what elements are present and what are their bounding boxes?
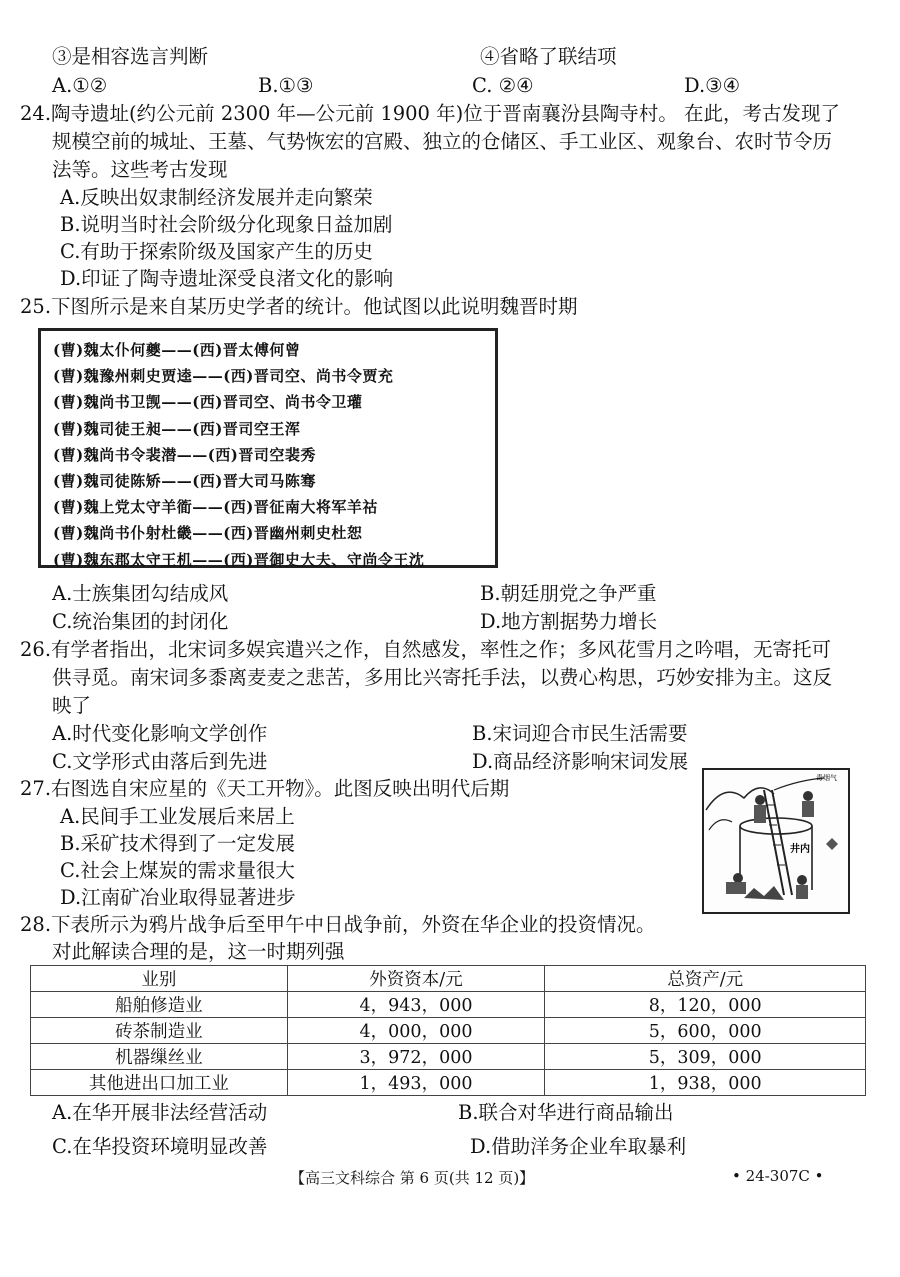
- page-footer: 【高三文科综合 第 6 页(共 12 页)】: [290, 1169, 535, 1187]
- q27-option-c: C.社会上煤炭的需求量很大: [60, 859, 295, 882]
- q25-option-a: A.士族集团勾结成风: [52, 582, 229, 605]
- q25-option-d: D.地方割据势力增长: [480, 610, 658, 633]
- table-cell: 4，000，000: [287, 1018, 545, 1044]
- box-line: (曹)魏上党太守羊衜——(西)晋征南大将军羊祜: [53, 498, 378, 517]
- q27-option-a: A.民间手工业发展后来居上: [60, 805, 295, 828]
- table-cell: 船舶修造业: [31, 992, 288, 1018]
- q25-stem: 25.下图所示是来自某历史学者的统计。他试图以此说明魏晋时期: [20, 295, 578, 318]
- q23-statement-3: ③是相容选言判断: [52, 45, 209, 68]
- exam-code: • 24-307C •: [732, 1167, 824, 1185]
- box-line: (曹)魏东郡太守王机——(西)晋御史大夫、守尚令王沈: [53, 550, 425, 569]
- q24-option-d: D.印证了陶寺遗址深受良渚文化的影响: [60, 267, 394, 290]
- q28-option-c: C.在华投资环境明显改善: [52, 1135, 268, 1158]
- box-line: (曹)魏司徒王昶——(西)晋司空王浑: [53, 419, 301, 438]
- q23-option-b: B.①③: [258, 74, 314, 97]
- box-line: (曹)魏尚书令裴潜——(西)晋司空裴秀: [53, 445, 316, 464]
- investment-table: [30, 965, 866, 1096]
- header-cell: 业别: [31, 966, 288, 992]
- q27-option-b: B.采矿技术得到了一定发展: [60, 832, 296, 855]
- q24-stem-line-3: 法等。这些考古发现: [52, 158, 228, 181]
- q24-option-c: C.有助于探索阶级及国家产生的历史: [60, 240, 373, 263]
- q26-stem-line-1: 26.有学者指出，北宋词多娱宾遣兴之作，自然感发，率性之作；多风花雪月之吟唱，无寄托可: [20, 638, 832, 661]
- box-line: (曹)魏太仆何夔——(西)晋太傅何曾: [53, 341, 301, 359]
- q23-option-a: A.①②: [52, 74, 108, 97]
- table-row: [31, 1044, 866, 1070]
- box-line: (曹)魏司徒陈矫——(西)晋大司马陈骞: [53, 472, 316, 491]
- header-cell: 总资产/元: [545, 966, 866, 992]
- table-header-row: [31, 966, 866, 992]
- fig-label-top: 毒烟气: [816, 774, 837, 782]
- header-cell: 外资资本/元: [287, 966, 545, 992]
- q23-option-d: D.③④: [684, 74, 741, 97]
- q24-option-b: B.说明当时社会阶级分化现象日益加剧: [60, 213, 393, 236]
- table-cell: 3，972，000: [287, 1044, 545, 1070]
- table-row: [31, 1018, 866, 1044]
- q24-stem-line-2: 规模空前的城址、王墓、气势恢宏的宫殿、独立的仓储区、手工业区、观象台、农时节令历: [52, 130, 833, 153]
- q28-option-b: B.联合对华进行商品输出: [458, 1101, 674, 1124]
- q28-stem-line-1: 28.下表所示为鸦片战争后至甲午中日战争前，外资在华企业的投资情况。: [20, 913, 656, 936]
- box-line: (曹)魏尚书卫觊——(西)晋司空、尚书令卫瓘: [53, 393, 363, 412]
- table-cell: 4，943，000: [287, 992, 545, 1018]
- fig-label-well: 井内: [790, 844, 810, 855]
- q25-statistics-box: [38, 328, 498, 568]
- box-line: (曹)魏尚书仆射杜畿——(西)晋幽州刺史杜恕: [53, 524, 363, 543]
- q24-option-a: A.反映出奴隶制经济发展并走向繁荣: [60, 186, 373, 209]
- box-line: (曹)魏豫州刺史贾逵——(西)晋司空、尚书令贾充: [53, 367, 394, 386]
- table-cell: 1，493，000: [287, 1070, 545, 1096]
- q26-option-d: D.商品经济影响宋词发展: [472, 750, 689, 773]
- mining-illustration: [702, 768, 850, 914]
- q23-statement-4: ④省略了联结项: [480, 45, 617, 68]
- table-cell: 8，120，000: [545, 992, 866, 1018]
- q26-stem-line-2: 供寻觅。南宋词多黍离麦麦之悲苦，多用比兴寄托手法，以费心构思，巧妙安排为主。这反: [52, 666, 833, 689]
- table-cell: 1，938，000: [545, 1070, 866, 1096]
- q28-option-a: A.在华开展非法经营活动: [52, 1101, 268, 1124]
- table-row: [31, 992, 866, 1018]
- q25-option-c: C.统治集团的封闭化: [52, 610, 229, 633]
- table-cell: 5，600，000: [545, 1018, 866, 1044]
- q28-option-d: D.借助洋务企业牟取暴利: [470, 1135, 687, 1158]
- table-cell: 机器缫丝业: [31, 1044, 288, 1070]
- table-row: [31, 1070, 866, 1096]
- q25-option-b: B.朝廷朋党之争严重: [480, 582, 657, 605]
- q28-stem-line-2: 对此解读合理的是，这一时期列强: [52, 940, 345, 963]
- q24-stem-line-1: 24.陶寺遗址(约公元前 2300 年—公元前 1900 年)位于晋南襄汾县陶寺村。 在此，考古发现了: [20, 102, 840, 125]
- table-cell: 5，309，000: [545, 1044, 866, 1070]
- table-cell: 其他进出口加工业: [31, 1070, 288, 1096]
- table-cell: 砖茶制造业: [31, 1018, 288, 1044]
- q26-option-b: B.宋词迎合市民生活需要: [472, 722, 688, 745]
- q26-stem-line-3: 映了: [52, 694, 92, 717]
- coal-mine-woodcut-icon: [704, 770, 848, 912]
- q27-stem: 27.右图选自宋应星的《天工开物》。此图反映出明代后期: [20, 777, 510, 800]
- q26-option-a: A.时代变化影响文学创作: [52, 722, 268, 745]
- q26-option-c: C.文学形式由落后到先进: [52, 750, 268, 773]
- q27-option-d: D.江南矿冶业取得显著进步: [60, 886, 296, 909]
- q23-option-c: C. ②④: [472, 74, 534, 97]
